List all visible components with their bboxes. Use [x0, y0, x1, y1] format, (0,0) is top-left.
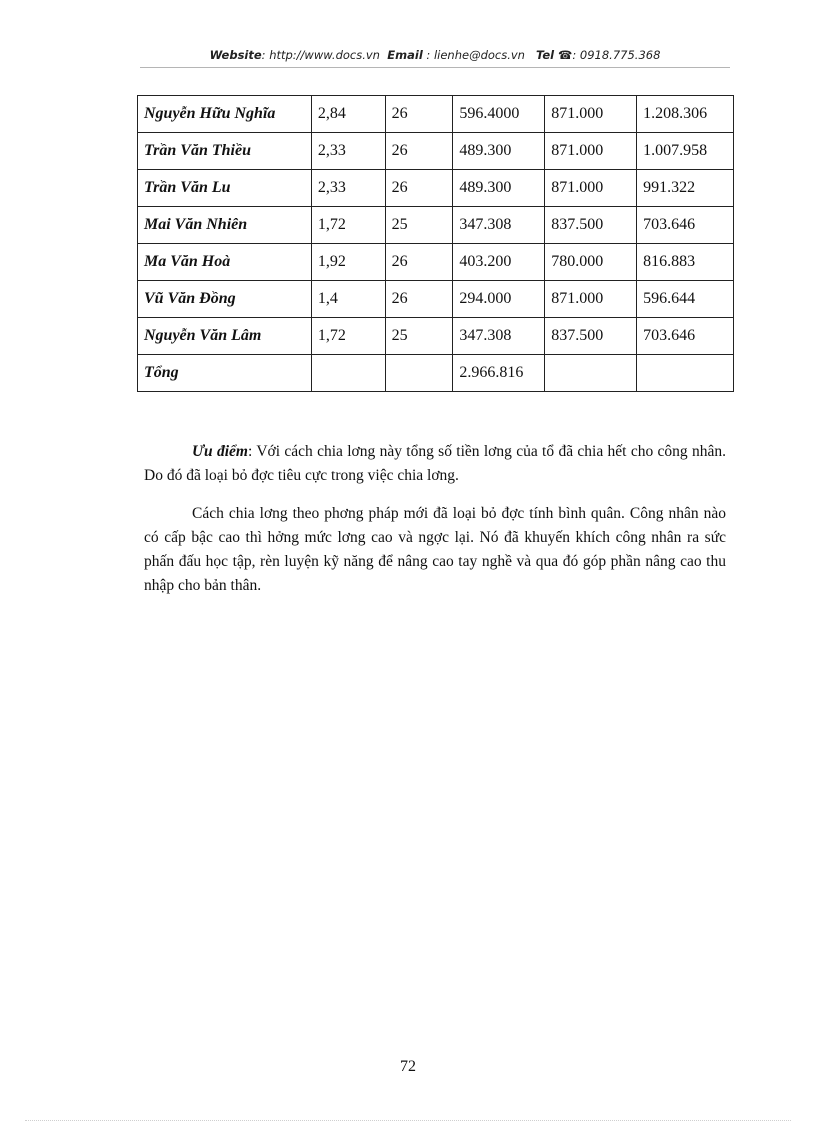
table-cell: 596.4000 [453, 96, 545, 133]
table-cell: 25 [385, 207, 453, 244]
bottom-divider [25, 1120, 791, 1121]
worker-name-cell: Mai Văn Nhiên [138, 207, 312, 244]
table-row [138, 355, 734, 392]
header-divider [140, 67, 730, 68]
method-text: Cách chia lơng theo phơng pháp mới đã loại bỏ đợc tính bình quân. Công nhân nào có cấp bậc cao thì hởng mức lơng cao và ngợc lại. Nó đã khuyến khích công nhân ra sức phấn đấu học tập, rèn luyện kỹ năng để nâng cao tay nghề và qua đó góp phần nâng cao thu nhập cho bản thân. [144, 505, 726, 594]
salary-table [137, 95, 734, 392]
table-cell: 871.000 [545, 281, 637, 318]
table-cell: 871.000 [545, 96, 637, 133]
table-cell: 26 [385, 281, 453, 318]
table-cell: 26 [385, 170, 453, 207]
tel-value: : 0918.775.368 [572, 48, 661, 62]
table-cell: 780.000 [545, 244, 637, 281]
table-cell: 26 [385, 96, 453, 133]
table-row [138, 244, 734, 281]
worker-name-cell: Ma Văn Hoà [138, 244, 312, 281]
table-cell: 347.308 [453, 318, 545, 355]
table-cell [637, 355, 734, 392]
table-cell: 871.000 [545, 170, 637, 207]
table-row [138, 207, 734, 244]
table-cell: 489.300 [453, 133, 545, 170]
email-label: Email [387, 48, 423, 62]
method-paragraph [144, 502, 726, 598]
table-cell: 2.966.816 [453, 355, 545, 392]
table-cell: 26 [385, 133, 453, 170]
advantages-heading: Ưu điểm [192, 443, 248, 460]
table-cell [545, 355, 637, 392]
table-cell: 1,72 [311, 207, 385, 244]
email-value: : lienhe@docs.vn [426, 48, 525, 62]
table-cell: 25 [385, 318, 453, 355]
table-row [138, 281, 734, 318]
table-cell: 1,4 [311, 281, 385, 318]
worker-name-cell: Trần Văn Thiều [138, 133, 312, 170]
website-value: : http://www.docs.vn [261, 48, 380, 62]
table-cell: 1,92 [311, 244, 385, 281]
advantages-text: : Với cách chia lơng này tổng số tiền lơng của tổ đã chia hết cho công nhân. Do đó đã loại bỏ đợc tiêu cực trong việc chia lơng. [144, 443, 727, 484]
table-cell: 1.007.958 [637, 133, 734, 170]
tel-label: Tel ☎ [535, 48, 573, 62]
table-cell: 816.883 [637, 244, 734, 281]
worker-name-cell: Trần Văn Lu [138, 170, 312, 207]
table-cell: 703.646 [637, 207, 734, 244]
table-cell: 347.308 [453, 207, 545, 244]
table-cell: 837.500 [545, 318, 637, 355]
page-number: 72 [400, 1058, 416, 1075]
table-cell [311, 355, 385, 392]
table-cell: 294.000 [453, 281, 545, 318]
table-cell: 837.500 [545, 207, 637, 244]
advantages-paragraph [144, 440, 726, 488]
worker-name-cell: Nguyễn Văn Lâm [138, 318, 312, 355]
table-cell: 2,33 [311, 133, 385, 170]
table-cell: 489.300 [453, 170, 545, 207]
table-cell [385, 355, 453, 392]
table-cell: 26 [385, 244, 453, 281]
table-row [138, 96, 734, 133]
table-row [138, 170, 734, 207]
table-cell: 871.000 [545, 133, 637, 170]
table-cell: 403.200 [453, 244, 545, 281]
table-cell: 2,33 [311, 170, 385, 207]
worker-name-cell: Tổng [138, 355, 312, 392]
table-cell: 703.646 [637, 318, 734, 355]
table-cell: 1.208.306 [637, 96, 734, 133]
website-label: Website [209, 48, 262, 62]
table-cell: 1,72 [311, 318, 385, 355]
table-cell: 596.644 [637, 281, 734, 318]
table-row [138, 133, 734, 170]
salary-table-body [138, 96, 734, 392]
worker-name-cell: Nguyễn Hữu Nghĩa [138, 96, 312, 133]
table-row [138, 318, 734, 355]
page-header [140, 48, 730, 66]
table-cell: 991.322 [637, 170, 734, 207]
worker-name-cell: Vũ Văn Đồng [138, 281, 312, 318]
table-cell: 2,84 [311, 96, 385, 133]
